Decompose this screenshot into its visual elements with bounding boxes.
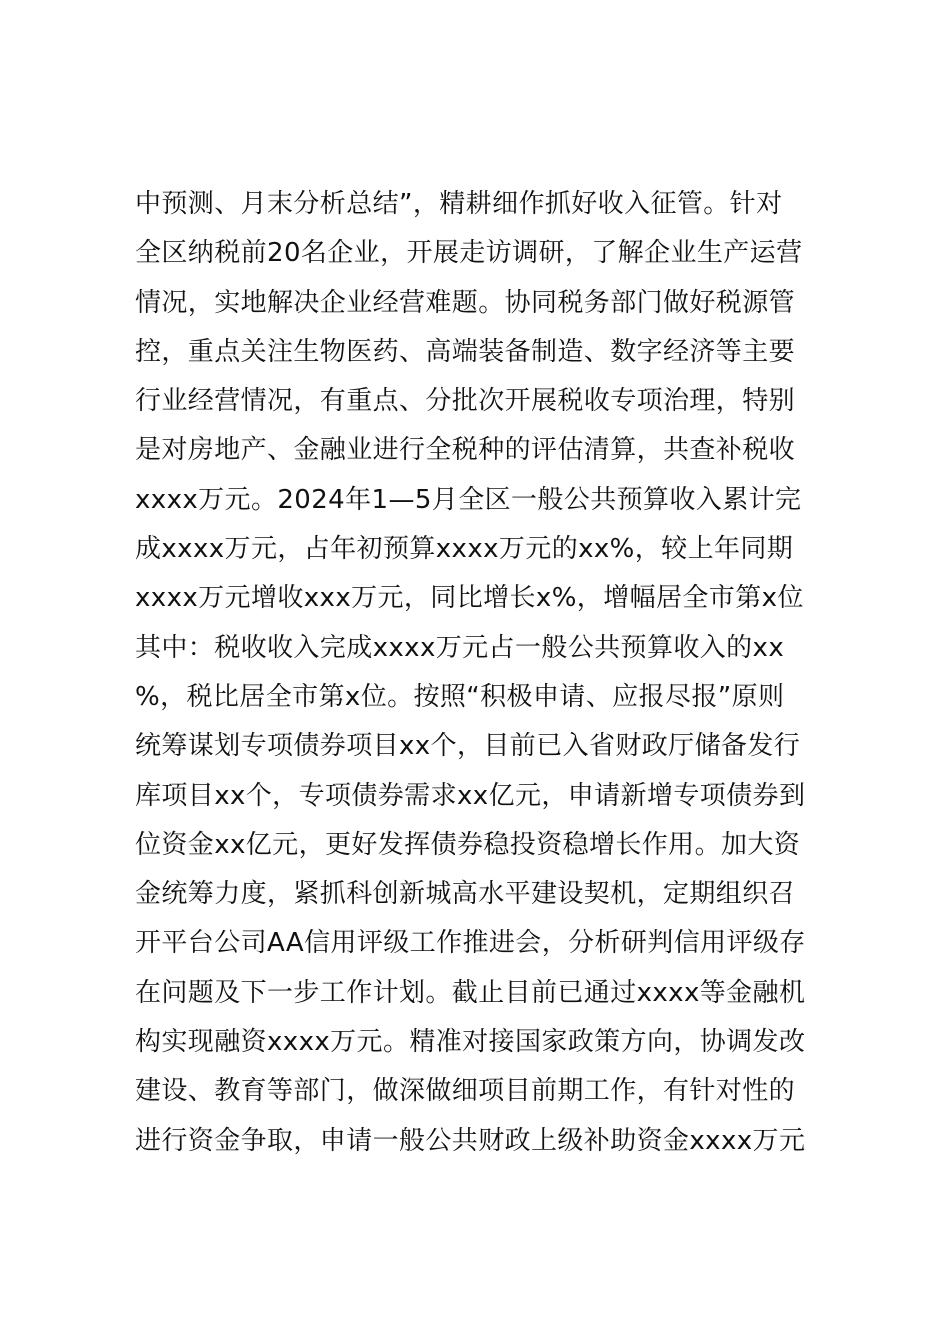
text-line: 在问题及下一步工作计划。截止目前已通过xxxx等金融机 (135, 977, 806, 1008)
text-line: 进行资金争取，申请一般公共财政上级补助资金xxxx万元 (135, 1125, 806, 1156)
text-line: 统筹谋划专项债券项目xx个，目前已入省财政厅储备发行 (135, 731, 801, 762)
text-line: %，税比居全市第x位。按照“积极申请、应报尽报”原则 (135, 681, 785, 712)
text-line: xxxx万元增收xxx万元，同比增长x%，增幅居全市第x位 (135, 583, 804, 614)
text-line: 其中：税收收入完成xxxx万元占一般公共预算收入的xx (135, 632, 785, 663)
text-line: 全区纳税前20名企业，开展走访调研，了解企业生产运营 (135, 238, 803, 269)
text-line: 库项目xx个，专项债券需求xx亿元，申请新增专项债券到 (135, 780, 806, 811)
text-line: 控，重点关注生物医药、高端装备制造、数字经济等主要 (135, 336, 796, 367)
text-line: 是对房地产、金融业进行全税种的评估清算，共查补税收 (135, 435, 796, 466)
text-line: 行业经营情况，有重点、分批次开展税收专项治理，特别 (135, 386, 796, 417)
text-line: 中预测、月末分析总结”，精耕细作抓好收入征管。针对 (135, 189, 783, 219)
text-line: xxxx万元。2024年1—5月全区一般公共预算收入累计完 (135, 484, 802, 515)
text-line: 构实现融资xxxx万元。精准对接国家政策方向，协调发改 (135, 1027, 806, 1058)
body-paragraph (135, 180, 855, 1166)
text-line: 建设、教育等部门，做深做细项目前期工作，有针对性的 (135, 1076, 796, 1107)
text-line: 开平台公司AA信用评级工作推进会，分析研判信用评级存 (135, 928, 806, 959)
text-line: 位资金xx亿元，更好发挥债券稳投资稳增长作用。加大资 (135, 829, 801, 860)
text-line: 成xxxx万元，占年初预算xxxx万元的xx%，较上年同期 (135, 534, 794, 565)
text-line: 金统筹力度，紧抓科创新城高水平建设契机，定期组织召 (135, 879, 796, 910)
text-line: 情况，实地解决企业经营难题。协同税务部门做好税源管 (135, 287, 796, 318)
